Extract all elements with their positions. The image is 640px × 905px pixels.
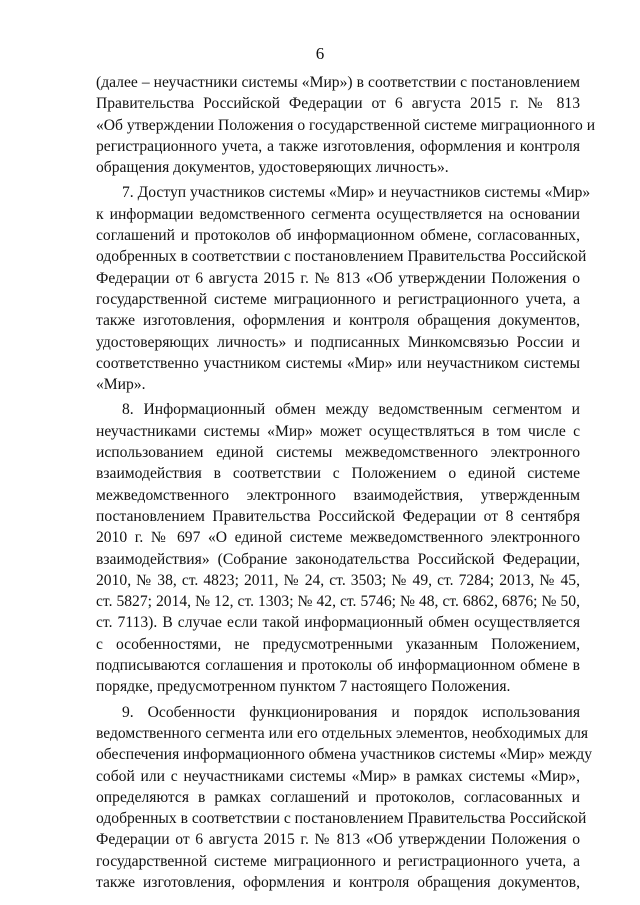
text-line: 2010 г. № 697 «О единой системе межведомственного электронного — [96, 529, 580, 547]
text-line: собой или с неучастниками системы «Мир» в рамках системы «Мир», — [96, 767, 580, 785]
paragraph-continuation — [96, 72, 596, 178]
text-line: одобренных в соответствии с постановлением Правительства Российской — [96, 248, 587, 266]
text-line: ведомственного сегмента или его отдельных элементов, необходимых для — [96, 724, 589, 742]
text-line: ст. 7113). В случае если такой информационный обмен осуществляется — [96, 614, 580, 632]
text-line: межведомственного электронного взаимодействия, утвержденным — [96, 486, 580, 504]
text-line: взаимодействия в соответствии с Положением о единой системе — [96, 465, 580, 483]
text-line: регистрационного учета, а также изготовления, оформления и контроля — [96, 137, 580, 155]
text-line: 7. Доступ участников системы «Мир» и неучастников системы «Мир» — [122, 184, 591, 202]
text-line: Федерации от 6 августа 2015 г. № 813 «Об утверждении Положения о — [96, 831, 580, 849]
text-line: обращения документов, удостоверяющих личность». — [96, 159, 449, 177]
text-line: соответственно участником системы «Мир» или неучастником системы — [96, 354, 580, 372]
paragraph-p9 — [96, 702, 592, 894]
text-line: государственной системе миграционного и регистрационного учета, а — [96, 290, 580, 308]
text-line: удостоверяющих личность» и подписанных Минкомсвязью России и — [96, 333, 580, 351]
text-line: государственной системе миграционного и регистрационного учета, а — [96, 852, 580, 870]
text-line: обеспечения информационного обмена участников системы «Мир» между — [96, 746, 592, 764]
paragraph-p8 — [96, 399, 580, 697]
text-line: одобренных в соответствии с постановлением Правительства Российской — [96, 810, 587, 828]
text-line: «Мир». — [96, 376, 146, 394]
page-number: 6 — [315, 44, 325, 63]
text-line: также изготовления, оформления и контроля обращения документов, — [96, 312, 580, 330]
text-line: ст. 5827; 2014, № 12, ст. 1303; № 42, ст. 5746; № 48, ст. 6862, 6876; № 50, — [96, 593, 580, 611]
paragraph-p7 — [96, 182, 591, 395]
text-line: с особенностями, не предусмотренными указанным Положением, — [96, 635, 580, 653]
text-line: взаимодействия» (Собрание законодательства Российской Федерации, — [96, 550, 580, 568]
text-line: использованием единой системы межведомственного электронного — [96, 444, 580, 462]
text-line: (далее – неучастники системы «Мир») в соответствии с постановлением — [96, 74, 580, 91]
document-body — [96, 72, 596, 893]
text-line: Правительства Российской Федерации от 6 августа 2015 г. № 813 — [96, 95, 580, 113]
text-line: неучастниками системы «Мир» может осуществляться в том числе с — [96, 422, 580, 440]
text-line: порядке, предусмотренном пунктом 7 настоящего Положения. — [96, 678, 511, 696]
text-line: определяются в рамках соглашений и протоколов, согласованных и — [96, 788, 580, 806]
text-line: соглашений и протоколов об информационном обмене, согласованных, — [96, 227, 580, 245]
text-line: 2010, № 38, ст. 4823; 2011, № 24, ст. 3503; № 49, ст. 7284; 2013, № 45, — [96, 571, 580, 589]
text-line: к информации ведомственного сегмента осуществляется на основании — [96, 205, 580, 223]
text-line: Федерации от 6 августа 2015 г. № 813 «Об утверждении Положения о — [96, 269, 580, 287]
text-line: 8. Информационный обмен между ведомственным сегментом и — [122, 401, 580, 419]
text-line: также изготовления, оформления и контроля обращения документов, — [96, 873, 580, 891]
text-line: 9. Особенности функционирования и порядок использования — [122, 703, 580, 721]
text-line: «Об утверждении Положения о государственной системе миграционного и — [96, 116, 596, 134]
text-line: подписываются соглашения и протоколы об информационном обмене в — [96, 657, 580, 675]
text-line: постановлением Правительства Российской Федерации от 8 сентября — [96, 507, 580, 525]
